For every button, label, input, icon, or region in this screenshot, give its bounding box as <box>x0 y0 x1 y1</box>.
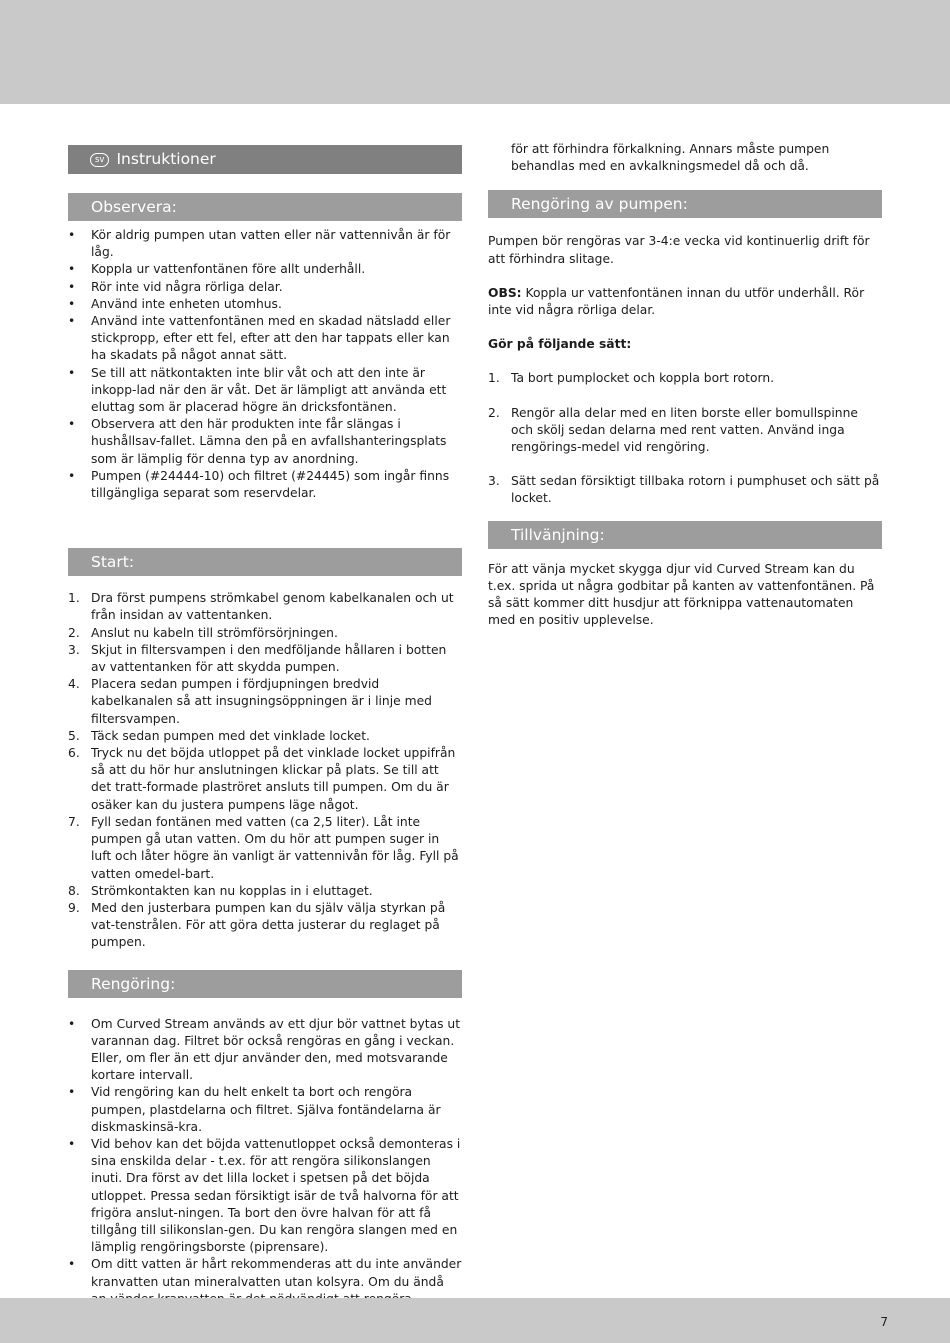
list-item: 6. Tryck nu det böjda utloppet på det vinklade locket uppifrån så att du hör hur anslutningen klickar på plats. Se till att det tratt-formade plaströret ansluts till pumpen. Om du är osäker kan du justera pumpens läge något. <box>68 746 456 812</box>
list-item: 1. Dra först pumpens strömkabel genom kabelkanalen och ut från insidan av vattentanken. <box>68 591 454 623</box>
observera-heading: Observera: <box>68 193 462 221</box>
obs-label: OBS: <box>488 285 522 300</box>
tillvanjning-heading: Tillvänjning: <box>488 521 882 549</box>
left-column <box>68 145 462 1325</box>
list-item: 2. Rengör alla delar med en liten borste eller bomullspinne och skölj sedan delarna med rent vatten. Använd inga rengörings-medel vid rengöring. <box>488 405 858 455</box>
rengoring-pumpen-heading: Rengöring av pumpen: <box>488 190 882 218</box>
list-item: • Om ditt vatten är hårt rekommenderas att du inte använder kranvatten utan mineralvatten utan kolsyra. Om du ändå <box>68 1256 462 1325</box>
tillvanjning-text: För att vänja mycket skygga djur vid Curved Stream kan du t.ex. sprida ut några godbitar på kanten av vattenfontänen. På så sätt kommer ditt husdjur att förknippa vattenautomaten med en positiv upplevelse. <box>488 561 875 628</box>
start-heading: Start: <box>68 548 462 576</box>
list-item: 2. Anslut nu kabeln till strömförsörjningen. <box>68 625 338 640</box>
footer-band <box>0 1298 950 1343</box>
list-item: 3. Sätt sedan försiktigt tillbaka rotorn i pumphuset och sätt på locket. <box>488 474 880 506</box>
list-item: • Vid behov kan det böjda vattenutloppet också demonteras i sina enskilda delar - t.ex. för att rengöra silikonslangen inuti. Dra först av det lilla locket i spetsen på det böjda utloppet. Pressa sedan försiktigt isär de två halvorna för att frigöra anslut-ningen. Ta bort den övre halvan för att få tillgång till silikonslan-gen. Du kan rengöra slangen med en lämplig rengöringsborste (piprensare). <box>68 1136 462 1256</box>
pump-steps-list <box>488 370 882 507</box>
list-item: • Koppla ur vattenfontänen före allt underhåll. <box>68 261 462 278</box>
list-item: • Använd inte vattenfontänen med en skadad nätsladd eller stickpropp, efter ett fel, efter att den har tappats eller kan ha skadats på något annat sätt. <box>68 313 462 365</box>
obs-note <box>488 285 882 319</box>
list-item: 4. Placera sedan pumpen i fördjupningen bredvid kabelkanalen så att insugningsöppningen är i linje med filtersvampen. <box>68 677 432 726</box>
list-item: 9. Med den justerbara pumpen kan du själv välja styrkan på vat-tenstrålen. För att göra detta justerar du reglaget på pumpen. <box>68 900 446 950</box>
observera-list <box>68 227 462 502</box>
list-item: • Observera att den här produkten inte får slängas i hushållsav-fallet. Lämna den på en avfallshanteringsplats som är lämplig för denna typ av anordning. <box>68 416 462 468</box>
list-item: 3. Skjut in filtersvampen i den medföljande hållaren i botten av vattentanken för att skydda pumpen. <box>68 642 447 675</box>
list-item: 8. Strömkontakten kan nu kopplas in i eluttaget. <box>68 883 373 898</box>
instructions-title: Instruktioner <box>116 150 216 168</box>
rengoring-continuation: för att förhindra förkalkning. Annars måste pumpen behandlas med en avkalkningsmedel då och då. <box>511 142 830 174</box>
rengoring-heading: Rengöring: <box>68 970 462 998</box>
list-item: • Vid rengöring kan du helt enkelt ta bort och rengöra pumpen, plastdelarna och filtret. Själva fontändelarna är diskmaskinsä-kra. <box>68 1084 462 1136</box>
start-list <box>68 590 462 951</box>
rengoring-pumpen-intro: Pumpen bör rengöras var 3-4:e vecka vid kontinuerlig drift för att förhindra slitage. <box>488 234 870 266</box>
header-band <box>0 0 950 104</box>
list-item: • Om Curved Stream används av ett djur bör vattnet bytas ut varannan dag. Filtret bör också rengöras en gång i veckan. Eller, om fler än ett djur använder den, med motsvarande kortare intervall. <box>68 1016 462 1085</box>
right-column <box>488 141 882 629</box>
obs-text: Koppla ur vattenfontänen innan du utför underhåll. Rör inte vid några rörliga delar. <box>488 285 865 318</box>
language-badge: sv <box>90 153 109 167</box>
list-item: • Pumpen (#24444-10) och filtret (#24445) som ingår finns tillgängliga separat som reservdelar. <box>68 468 462 502</box>
rengoring-list <box>68 1016 462 1326</box>
steps-heading: Gör på följande sätt: <box>488 337 632 352</box>
list-item: • Kör aldrig pumpen utan vatten eller när vattennivån är för låg. <box>68 227 462 261</box>
list-item: 5. Täck sedan pumpen med det vinklade locket. <box>68 728 370 743</box>
list-item: • Se till att nätkontakten inte blir våt och att den inte är inkopp-lad när den är våt. Det är lämpligt att använda ett eluttag som är placerad högre än dricksfontänen. <box>68 365 462 417</box>
list-item: • Rör inte vid några rörliga delar. <box>68 279 462 296</box>
list-item: • Använd inte enheten utomhus. <box>68 296 462 313</box>
page-number: 7 <box>880 1315 888 1329</box>
list-item: 1. Ta bort pumplocket och koppla bort rotorn. <box>488 371 775 386</box>
list-item: 7. Fyll sedan fontänen med vatten (ca 2,5 liter). Låt inte pumpen gå utan vatten. Om du hör att pumpen suger in luft och låter högre än vanligt är vattennivån för låg. Fyll på vatten omedel-bart. <box>68 814 459 881</box>
instructions-heading <box>68 145 462 174</box>
